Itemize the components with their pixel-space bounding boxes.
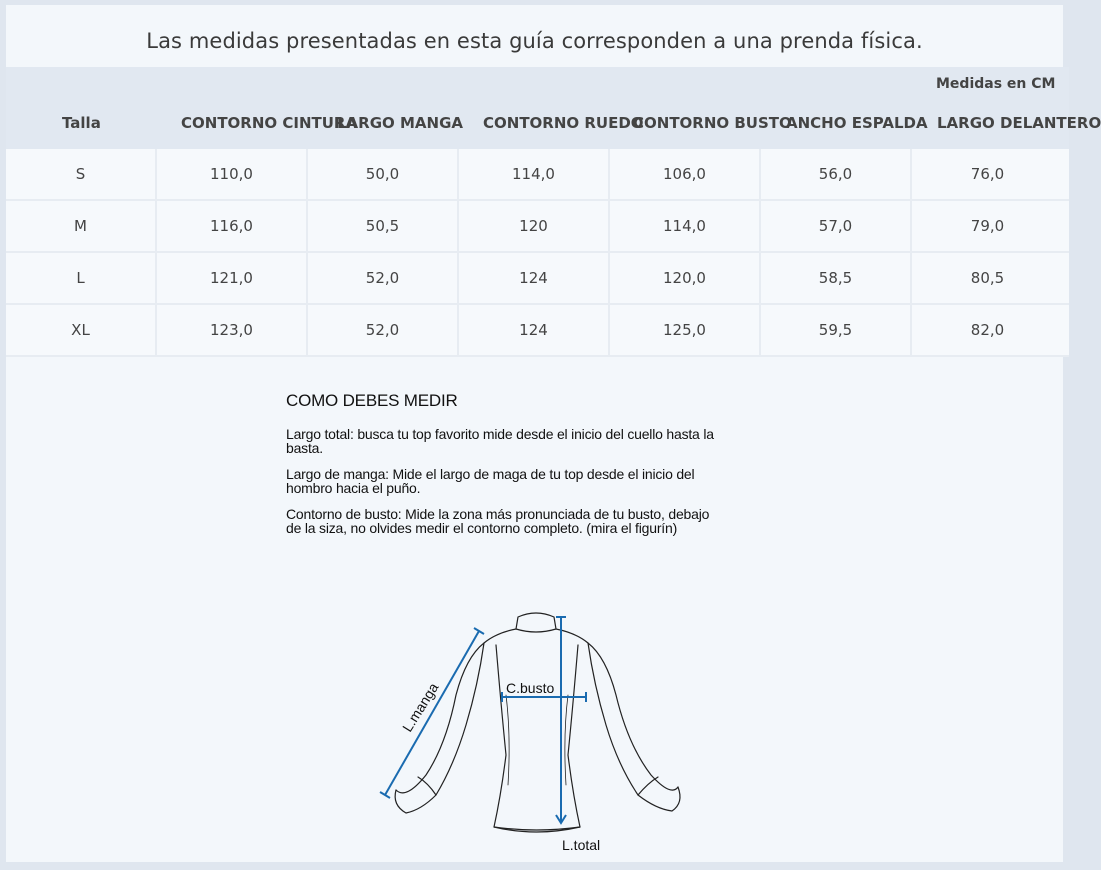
measure-cell: 116,0 (157, 201, 308, 251)
header-contorno-busto: CONTORNO BUSTO (633, 114, 792, 132)
size-table-body (6, 149, 1069, 357)
header-largo-delantero: LARGO DELANTERO (937, 114, 1101, 132)
garment-sketch (366, 605, 706, 860)
unit-note: Medidas en CM (936, 76, 1056, 92)
table-row (6, 253, 1069, 305)
garment-figure (366, 605, 706, 860)
measure-cell: 76,0 (970, 165, 1005, 183)
guide-paragraph-total (286, 427, 786, 455)
header-contorno-ruedo: CONTORNO RUEDO (483, 114, 644, 132)
measure-cell: 50,5 (308, 201, 459, 251)
measure-cell: 120 (459, 201, 610, 251)
guide-paragraph-sleeve (286, 467, 786, 495)
measure-cell: 124 (459, 253, 610, 303)
measure-cell: 125,0 (610, 305, 761, 355)
measuring-guide (286, 391, 786, 547)
label-sleeve: L.manga (398, 679, 442, 735)
guide-line: Largo de manga: Mide el largo de maga de tu top desde el inicio del (286, 466, 695, 482)
header-talla: Talla (62, 114, 101, 132)
guide-line: Contorno de busto: Mide la zona más pronunciada de tu busto, debajo (286, 506, 710, 522)
measure-cell: 80,5 (970, 269, 1005, 287)
measure-cell: 57,0 (761, 201, 912, 251)
measure-cell: 106,0 (610, 149, 761, 199)
guide-line: basta. (286, 440, 323, 456)
measure-cell: 114,0 (610, 201, 761, 251)
label-bust: C.busto (506, 680, 555, 696)
measure-cell: 79,0 (970, 217, 1005, 235)
header-largo-manga: LARGO MANGA (337, 114, 464, 132)
size-cell: M (6, 201, 157, 251)
measure-cell: 120,0 (610, 253, 761, 303)
guide-line: de la siza, no olvides medir el contorno completo. (mira el figurín) (286, 520, 678, 536)
measure-cell: 50,0 (308, 149, 459, 199)
size-cell: XL (6, 305, 157, 355)
guide-line: hombro hacia el puño. (286, 480, 421, 496)
table-row (6, 149, 1069, 201)
measure-cell: 114,0 (459, 149, 610, 199)
intro-text: Las medidas presentadas en esta guía corresponden a una prenda física. (146, 29, 923, 53)
measure-cell: 58,5 (761, 253, 912, 303)
measure-cell: 52,0 (308, 253, 459, 303)
measure-cell: 56,0 (761, 149, 912, 199)
table-row (6, 201, 1069, 253)
header-ancho-espalda: ANCHO ESPALDA (786, 114, 928, 132)
measure-cell: 82,0 (970, 321, 1005, 339)
measure-cell: 121,0 (157, 253, 308, 303)
size-cell: S (6, 149, 157, 199)
measure-cell: 124 (459, 305, 610, 355)
guide-line: Largo total: busca tu top favorito mide desde el inicio del cuello hasta la (286, 426, 714, 442)
collar-shape (516, 613, 556, 632)
guide-title: COMO DEBES MEDIR (286, 391, 458, 410)
measure-cell: 59,5 (761, 305, 912, 355)
header-contorno-cintura: CONTORNO CINTURA (181, 114, 358, 132)
measure-cell: 110,0 (157, 149, 308, 199)
size-guide-panel (6, 5, 1101, 862)
measure-cell: 52,0 (308, 305, 459, 355)
table-header (6, 67, 1101, 149)
measure-cell: 123,0 (157, 305, 308, 355)
label-total: L.total (562, 837, 601, 853)
guide-paragraph-bust (286, 507, 786, 535)
table-row (6, 305, 1069, 357)
size-cell: L (6, 253, 157, 303)
